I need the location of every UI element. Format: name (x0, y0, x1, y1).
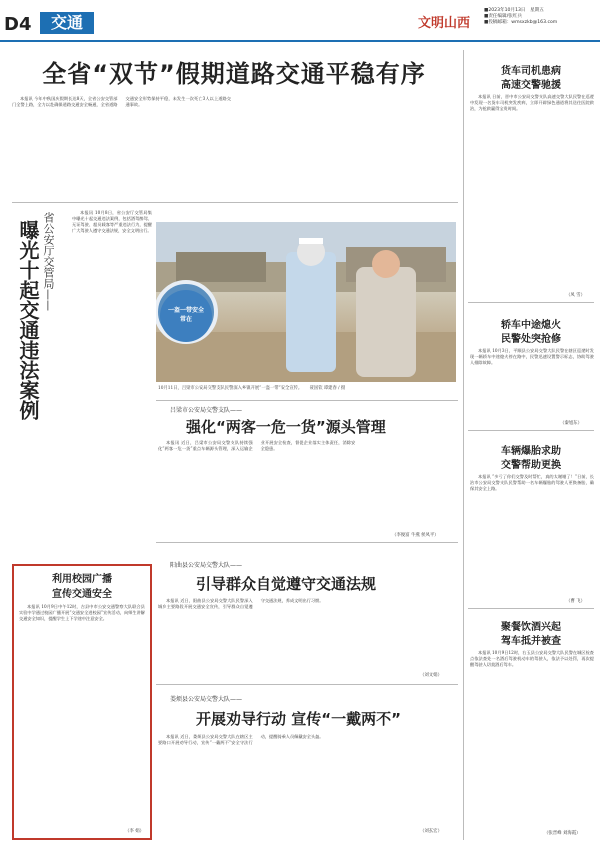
trucker-author: （凤 雪） (566, 293, 585, 298)
yangqu-author: （刘文娟） (420, 673, 442, 678)
exposure-article (72, 210, 152, 560)
date-line: ■2023年10月13日 星期五 (484, 8, 544, 13)
exposure-title: 曝光十起交通违法案例 (16, 220, 40, 420)
campus-text: 本报讯 10月9日中午12时，吉县中市公安交通警察大队联合县实验中学通过校园广播开展“交通安全进校园”宣传活动，向师生讲解交通安全知识，提醒学生上下学途中注意安全。 (19, 604, 145, 621)
yangqu-title: 引导群众自觉遵守交通法规 (196, 575, 377, 593)
editor-line: ■责任编辑/张红兵 (484, 14, 523, 20)
trucker-article (470, 94, 594, 290)
dangerous-goods-article (158, 440, 458, 532)
tire-author: （曹 飞） (566, 599, 585, 604)
tire-article (470, 474, 594, 594)
divider (156, 684, 458, 685)
date-info (484, 8, 594, 27)
divider (468, 430, 594, 431)
exposure-article-text: 本报讯 10月8日，省公安厅交管局集中曝光十起交通违法案例，包括酒驾醉驾、无证驾驶、超员载客等严重违法行为，提醒广大驾驶人遵守交通法规，安全文明出行。 (72, 210, 152, 233)
loufan-sub: 娄烦县公安局交警大队—— (170, 696, 243, 703)
drunk-article (470, 650, 594, 826)
loufan-title: 开展劝导行动 宣传“一戴两不” (196, 710, 401, 728)
campus-title-2: 宣传交通安全 (52, 589, 112, 600)
main-headline: 全省“双节”假期道路交通平稳有序 (42, 60, 426, 88)
photo-caption (158, 386, 458, 392)
trucker-text: 本报讯 日前，晋中市公安局交警支队高速交警大队民警在巡逻中发现一名货车司机突发疾病，立即开辟绿色通道将其送往医院救治，为抢救赢得宝贵时间。 (470, 94, 594, 111)
trucker-title-2: 高速交警驰援 (501, 80, 561, 91)
tire-title-1: 车辆爆胎求助 (501, 446, 561, 457)
drunk-text: 本报讯 10月9日12时，右玉县公安局交警大队民警在城区检查点依法查处一名酒后驾驶机动车的驾驶人，依法予以处罚，再次提醒驾驶人切莫酒后驾车。 (470, 650, 594, 667)
campus-title-1: 利用校园广播 (52, 574, 112, 585)
campus-article-text-wrap (19, 604, 145, 834)
brand-logo: 文明山西 (418, 16, 471, 31)
campus-author: （李 娟） (125, 829, 144, 834)
divider (156, 400, 458, 401)
email-line: ■投稿邮箱：wmsxzkb@163.com (484, 20, 558, 26)
exposure-subtitle: 省公安厅交管局—— (42, 212, 55, 311)
column-divider (463, 50, 464, 840)
fire-title-2: 民警处突抢修 (501, 334, 561, 345)
dangerous-goods-sub: 吕梁市公安局交警支队—— (170, 407, 243, 414)
drunk-title-2: 驾车抵并被查 (501, 636, 561, 647)
lead-article (12, 96, 458, 198)
photo-credit: 聂国钦 谭建春 / 摄 (309, 386, 346, 391)
news-photo (156, 222, 456, 382)
page-number: D4 (4, 14, 32, 35)
caption-text: 10月11日，吕梁市公安局交警支队民警深入乡镇开展“一盔一带”安全宣传。 (158, 386, 303, 391)
yangqu-text: 本报讯 近日，阳曲县公安局交警大队民警深入城乡主要路段开展交通安全宣传，引导群众自觉遵守交通法规，养成文明出行习惯。 (158, 598, 324, 609)
trucker-title-1: 货车司机患病 (501, 66, 561, 77)
tire-text: 本报讯 “多亏了你们交警及时帮忙，真的太谢谢了！”日前，长治市公安局交警支队民警帮助一名车辆爆胎的驾驶人更换备胎，确保其安全上路。 (470, 474, 594, 491)
drunk-author: （张晋峰 刘海霞） (544, 831, 581, 836)
header-rule (0, 40, 600, 42)
lead-article-text: 本报讯 今年中秋国庆假期长达8天，全省公安交管部门全警上路，全力以赴确保道路交通安全畅通，全省道路交通安全形势保持平稳，未发生一次死亡3人以上道路交通事故。 (12, 96, 231, 107)
fire-title-1: 轿车中途熄火 (501, 320, 561, 331)
divider (468, 302, 594, 303)
loufan-author: （刘玄宏） (420, 829, 442, 834)
fire-author: （秦旭东） (560, 421, 582, 426)
divider (468, 608, 594, 609)
fire-text: 本报讯 10月3日，平顺县公安局交警大队民警在辖区巡逻时发现一辆轿车中途熄火停在路中，民警迅速设置警示标志，协助驾驶人排除故障。 (470, 348, 594, 365)
divider (156, 542, 458, 543)
section-label: 交通 (40, 12, 94, 34)
loufan-text: 本报讯 近日，娄烦县公安局交警大队在辖区主要路口开展劝导行动，宣传“一戴两不”安全守法行动，提醒骑乘人员佩戴安全头盔。 (158, 734, 324, 745)
divider (12, 202, 458, 203)
page-header (0, 0, 600, 40)
fire-article (470, 348, 594, 418)
drunk-title-1: 聚餐饮酒兴起 (501, 622, 561, 633)
campus-article-box (12, 564, 152, 840)
safety-sign: 一盔一带安全常在 (160, 290, 212, 342)
tire-title-2: 交警帮助更换 (501, 460, 561, 471)
dangerous-goods-title: 强化“两客一危一货”源头管理 (186, 418, 386, 436)
dangerous-goods-text: 本报讯 近日，吕梁市公安局交警支队持续强化“两客一危一货”重点车辆源头管理，深入运输企业开展安全检查，督促企业落实主体责任，消除安全隐患。 (158, 440, 356, 451)
yangqu-sub: 阳曲县公安局交警大队—— (170, 562, 243, 569)
yangqu-article (158, 598, 458, 670)
dangerous-goods-author: （李俊富 牛燕 侯凤平） (392, 533, 439, 538)
loufan-article (158, 734, 458, 826)
